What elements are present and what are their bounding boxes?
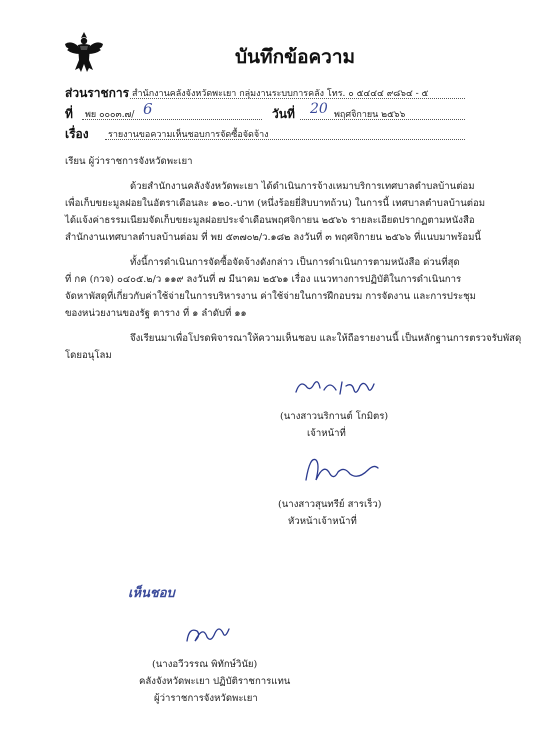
memo-title: บันทึกข้อความ <box>235 46 356 68</box>
garuda-emblem-icon <box>63 30 105 74</box>
paragraph-3-line-2: โดยอนุโลม <box>65 350 112 361</box>
paragraph-2-line-2: ที่ กค (กวจ) ๐๔๐๕.๒/ว ๑๑๙ ลงวันที่ ๗ มีนาคม ๒๕๖๑ เรื่อง แนวทางการปฏิบัติในการดำเนินการ <box>65 274 462 285</box>
signature-2-mark <box>302 450 382 490</box>
agency-label: ส่วนราชการ <box>65 86 130 100</box>
paragraph-2-line-1: ทั้งนี้การดำเนินการจัดซื้อจัดจ้างดังกล่าว เป็นการดำเนินการตามหนังสือ ด่วนที่สุด <box>130 257 460 268</box>
ref-dotted-line <box>82 119 262 120</box>
date-value: พฤศจิกายน ๒๕๖๖ <box>334 110 406 120</box>
agency-value: สำนักงานคลังจังหวัดพะเยา กลุ่มงานระบบการคลัง โทร. ๐ ๕๔๔๔ ๙๘๖๔ - ๕ <box>132 89 429 99</box>
ref-value: พย ๐๐๐๓.๗/ <box>85 110 135 120</box>
ref-handwritten-number: 6 <box>143 100 153 118</box>
agency-dotted-line <box>130 98 465 99</box>
paragraph-1-line-4: สำนักงานเทศบาลตำบลบ้านต่อม ที่ พย ๕๓๗๐๒/ว.๑๘๒ ลงวันที่ ๓ พฤศจิกายน ๒๕๖๖ ที่แนบมาพร้อมนี้ <box>65 232 481 243</box>
paragraph-3-line-1: จึงเรียนมาเพื่อโปรดพิจารณาให้ความเห็นชอบ และให้ถือรายงานนี้ เป็นหลักฐานการตรวจรับพัสดุ <box>130 333 522 344</box>
signature-2-position: หัวหน้าเจ้าหน้าที่ <box>288 516 357 527</box>
subject-dotted-line <box>105 139 465 140</box>
date-label: วันที่ <box>272 107 295 121</box>
paragraph-2-line-4: ของหน่วยงานของรัฐ ตาราง ที่ ๑ ลำดับที่ ๑๑ <box>65 308 247 319</box>
date-dotted-line <box>300 119 465 120</box>
approval-line-2: ผู้ว่าราชการจังหวัดพะเยา <box>154 693 258 704</box>
paragraph-1-line-1: ด้วยสำนักงานคลังจังหวัดพะเยา ได้ดำเนินการจ้างเหมาบริการเทศบาลตำบลบ้านต่อม <box>130 181 475 192</box>
signature-2-name: (นางสาวสุนทรีย์ สารเร็ว) <box>278 499 382 510</box>
paragraph-1-line-2: เพื่อเก็บขยะมูลฝอยในอัตราเดือนละ ๑๒๐.-บาท (หนึ่งร้อยยี่สิบบาทถ้วน) ในการนี้ เทศบาลตำบลบ้านต่อม <box>65 198 486 209</box>
paragraph-2-line-3: จัดหาพัสดุที่เกี่ยวกับค่าใช้จ่ายในการบริหารงาน ค่าใช้จ่ายในการฝึกอบรม การจัดงาน และการประชุม <box>65 291 477 302</box>
signature-1-name: (นางสาวนริกานต์ โกมิตร) <box>280 411 389 422</box>
signature-1-mark <box>290 372 380 402</box>
paragraph-1-line-3: ได้แจ้งค่าธรรมเนียมจัดเก็บขยะมูลฝอยประจำเดือนพฤศจิกายน ๒๕๖๖ รายละเอียดปรากฏตามหนังสือ <box>65 215 475 226</box>
salutation: เรียน ผู้ว่าราชการจังหวัดพะเยา <box>65 156 193 167</box>
signature-1-position: เจ้าหน้าที่ <box>307 428 346 439</box>
approval-handwritten-stamp: เห็นชอบ <box>128 586 175 601</box>
approval-name: (นางอวีวรรณ พิทักษ์วินัย) <box>152 659 258 670</box>
approval-signature-mark <box>183 617 233 649</box>
ref-label: ที่ <box>65 107 73 121</box>
subject-label: เรื่อง <box>65 127 89 141</box>
date-day-handwritten: 20 <box>310 101 328 117</box>
subject-value: รายงานขอความเห็นชอบการจัดซื้อจัดจ้าง <box>108 130 269 140</box>
approval-line-1: คลังจังหวัดพะเยา ปฏิบัติราชการแทน <box>139 676 291 687</box>
